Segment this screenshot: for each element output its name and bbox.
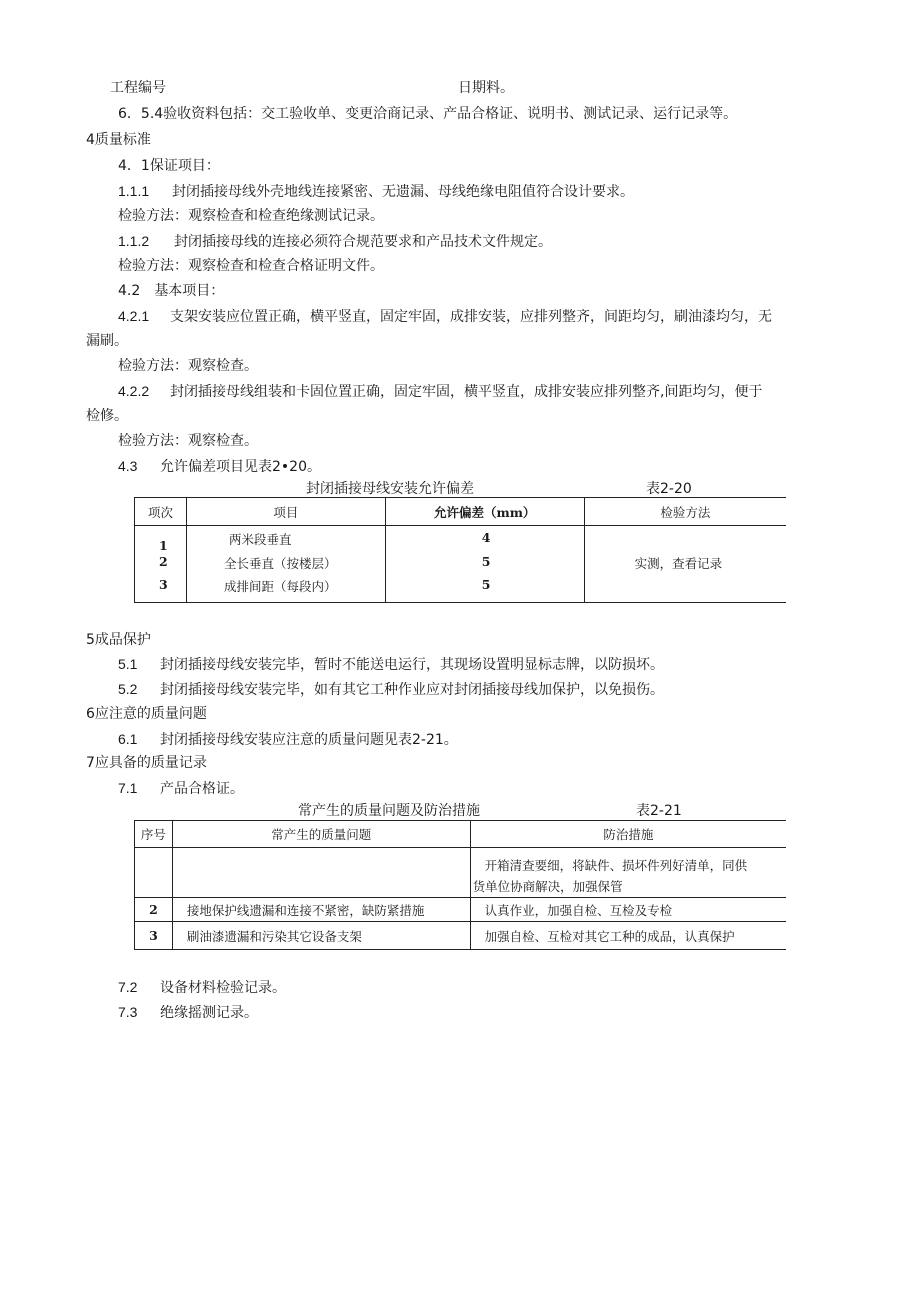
table-row	[135, 848, 787, 898]
clause-number: 7.1	[118, 780, 138, 796]
tolerance-table	[134, 497, 786, 603]
clause-number: 4.3	[118, 458, 138, 474]
inspection-method-cell: 实测，查看记录	[634, 556, 723, 571]
project-number-label: 工程编号	[110, 80, 166, 96]
clause-text: 设备材料检验记录。	[160, 980, 286, 996]
table-2-20-number: 表2-20	[646, 481, 692, 497]
row-2-tolerance: 5	[481, 554, 491, 569]
clause-text: 封闭插接母线组装和卡固位置正确，固定牢固，横平竖直，成排安装应排列整齐,间距均匀，便于	[170, 384, 763, 400]
clause-4-2-1	[118, 306, 772, 327]
table-header-row	[135, 498, 787, 526]
clause-text: 允许偏差项目见表2•20。	[160, 459, 321, 475]
clause-number: 6.1	[118, 731, 138, 747]
table-header-row	[135, 821, 787, 848]
row-3-no: 3	[159, 577, 168, 592]
row-3-tolerance: 5	[481, 577, 491, 592]
clause-6-5-4: 6．5.4验收资料包括：交工验收单、变更洽商记录、产品合格证、说明书、测试记录、运行记录等。	[118, 106, 738, 122]
row-3-measure: 加强自检、互检对其它工种的成品，认真保护	[470, 922, 786, 950]
table-2-21-number: 表2-21	[636, 803, 682, 819]
row-3-item: 成排间距（每段内）	[223, 579, 337, 594]
quality-issues-table	[134, 820, 786, 950]
clause-text: 产品合格证。	[160, 781, 244, 797]
clause-number: 1.1.2	[118, 233, 150, 249]
header-no: 序号	[135, 821, 173, 848]
row-1-problem	[172, 848, 470, 898]
row-3-no: 3	[135, 922, 173, 950]
clause-1-1-2	[118, 231, 552, 252]
section-6-heading: 6应注意的质量问题	[86, 706, 207, 722]
row-3-problem: 刷油漆遗漏和污染其它设备支架	[172, 922, 470, 950]
clause-7-1	[118, 778, 244, 799]
row-1-no	[135, 848, 173, 898]
row-1-tolerance: 4	[481, 530, 491, 545]
table-2-21-caption: 常产生的质量问题及防治措施	[298, 803, 480, 819]
clause-text: 封闭插接母线安装应注意的质量问题见表2-21。	[160, 732, 458, 748]
header-item: 项目	[186, 498, 385, 526]
table-body-row	[135, 526, 787, 603]
clause-text: 绝缘摇测记录。	[160, 1005, 258, 1021]
clause-4-2-1-continued: 漏刷。	[86, 333, 128, 349]
clause-text: 封闭插接母线安装完毕，如有其它工种作业应对封闭插接母线加保护，以免损伤。	[160, 682, 664, 698]
clause-4-2: 4.2 基本项目：	[118, 283, 225, 299]
clause-7-3	[118, 1002, 258, 1023]
row-1-no: 1	[159, 538, 168, 553]
date-label: 日期料。	[458, 80, 514, 96]
row-2-problem: 接地保护线遗漏和连接不紧密，缺防紧措施	[172, 898, 470, 922]
clause-4-1: 4．1保证项目：	[118, 158, 220, 174]
section-5-heading: 5成品保护	[86, 632, 151, 648]
clause-6-1	[118, 729, 458, 750]
row-1-measure-b: 货单位协商解决，加强保管	[472, 879, 623, 894]
table-row	[135, 898, 787, 922]
inspection-method-4: 检验方法：观察检查。	[118, 433, 258, 449]
clause-text: 支架安装应位置正确，横平竖直，固定牢固，成排安装，应排列整齐，间距均匀，刷油漆均匀，无	[170, 309, 772, 325]
clause-1-1-1	[118, 181, 634, 202]
header-tolerance: 允许偏差（mm）	[385, 498, 584, 526]
inspection-method-1: 检验方法：观察检查和检查绝缘测试记录。	[118, 208, 384, 224]
inspection-method-2: 检验方法：观察检查和检查合格证明文件。	[118, 258, 384, 274]
clause-number: 1.1.1	[118, 183, 150, 199]
header-no: 项次	[135, 498, 187, 526]
clause-7-2	[118, 977, 286, 998]
inspection-method-3: 检验方法：观察检查。	[118, 358, 258, 374]
clause-5-1	[118, 654, 664, 675]
header-problem: 常产生的质量问题	[172, 821, 470, 848]
row-1-measure-a: 开箱清查要细，将缺件、损坏件列好清单，同供	[484, 858, 748, 873]
clause-4-2-2-continued: 检修。	[86, 408, 128, 424]
header-method: 检验方法	[584, 498, 786, 526]
clause-number: 7.2	[118, 979, 138, 995]
row-2-no: 2	[159, 554, 168, 569]
clause-number: 7.3	[118, 1004, 138, 1020]
clause-text: 封闭插接母线的连接必须符合规范要求和产品技术文件规定。	[174, 234, 552, 250]
clause-number: 4.2.2	[118, 383, 150, 399]
clause-number: 4.2.1	[118, 308, 150, 324]
clause-4-3	[118, 456, 321, 477]
clause-5-2	[118, 679, 664, 700]
clause-text: 封闭插接母线安装完毕，暂时不能送电运行，其现场设置明显标志牌，以防损坏。	[160, 657, 664, 673]
row-2-no: 2	[135, 898, 173, 922]
table-2-20-caption: 封闭插接母线安装允许偏差	[306, 481, 474, 497]
clause-4-2-2	[118, 381, 762, 402]
section-4-heading: 4质量标准	[86, 132, 151, 148]
row-1-item: 两米段垂直	[228, 532, 292, 547]
clause-text: 封闭插接母线外壳地线连接紧密、无遗漏、母线绝缘电阻值符合设计要求。	[172, 184, 634, 200]
clause-number: 5.1	[118, 656, 138, 672]
row-2-item: 全长垂直（按楼层）	[223, 556, 337, 571]
header-measure: 防治措施	[470, 821, 786, 848]
table-row	[135, 922, 787, 950]
clause-number: 5.2	[118, 681, 138, 697]
row-2-measure: 认真作业，加强自检、互检及专检	[470, 898, 786, 922]
section-7-heading: 7应具备的质量记录	[86, 755, 207, 771]
